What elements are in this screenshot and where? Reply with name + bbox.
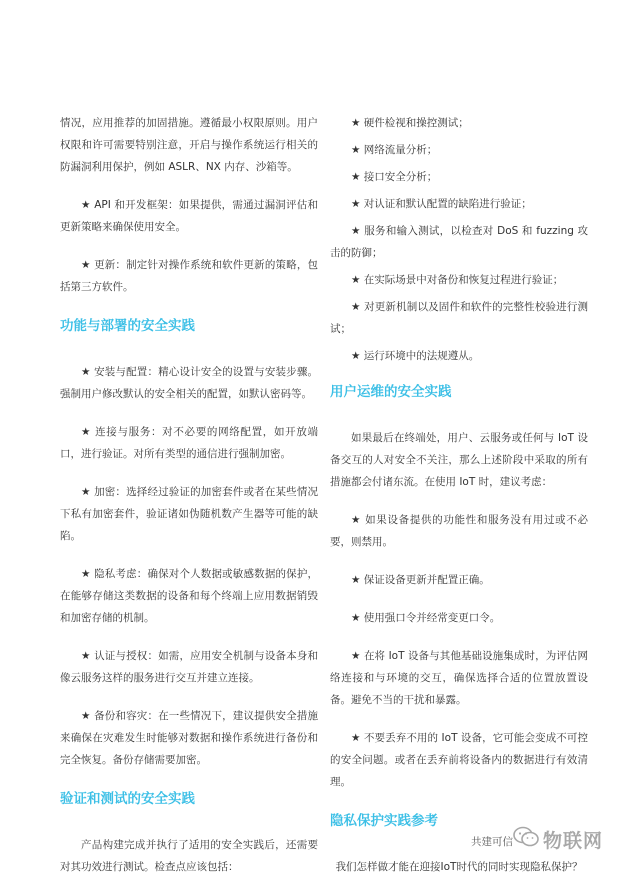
backup-bullet: ★ 备份和容灾：在一些情况下，建议提供安全措施来确保在灾难发生时能够对数据和操作系统进行备份和完全恢复。备份存储需要加密。 [60, 710, 318, 766]
check-item: ★ 接口安全分析； [351, 171, 438, 183]
left-column [60, 112, 318, 894]
intro-paragraph: 情况，应用推荐的加固措施。遵循最小权限原则。用户权限和许可需要特别注意，开启与操作系统运行相关的防漏洞利用保护，例如 ASLR、NX 内存、沙箱等。 [60, 117, 318, 173]
check-item: ★ 在实际场景中对备份和恢复过程进行验证； [351, 274, 564, 286]
user-ops-intro-paragraph: 如果最后在终端处，用户、云服务或任何与 IoT 设备交互的人对安全不关注，那么上述阶段中采取的所有措施都会付诸东流。在使用 IoT 时，建议考虑： [330, 432, 588, 488]
check-item: ★ 网络流量分析； [351, 144, 438, 156]
update-bullet: ★ 更新：制定针对操作系统和软件更新的策略，包括第三方软件。 [60, 259, 318, 293]
privacy-question: 我们怎样做才能在迎接IoT时代的同时实现隐私保护？ [335, 861, 583, 873]
privacy-bullet: ★ 隐私考虑：确保对个人数据或敏感数据的保护，在能够存储这类数据的设备和每个终端上应用数据销毁和加密存储的机制。 [60, 568, 318, 624]
right-column [330, 112, 588, 894]
user-ops-bullet: ★ 不要丢弃不用的 IoT 设备，它可能会变成不可控的安全问题。或者在丢弃前将设备内的数据进行有效清理。 [330, 732, 588, 788]
check-item: ★ 对认证和默认配置的缺陷进行验证； [351, 198, 532, 210]
check-item: ★ 运行环境中的法规遵从。 [351, 350, 480, 362]
section-heading-user-ops: 用户运维的安全实践 [330, 384, 452, 400]
footer-text: 共建可信 [471, 836, 513, 848]
section-heading-function-deploy: 功能与部署的安全实践 [60, 318, 195, 334]
section-heading-verify-test: 验证和测试的安全实践 [60, 791, 195, 807]
user-ops-bullet: ★ 在将 IoT 设备与其他基础设施集成时，为评估网络连接和与环境的交互，确保选择合适的位置放置设备。避免不当的干扰和暴露。 [330, 650, 588, 706]
wechat-icon [513, 826, 539, 852]
encryption-bullet: ★ 加密：选择经过验证的加密套件或者在某些情况下私有加密套件，验证诸如伪随机数产生器等可能的缺陷。 [60, 486, 318, 542]
user-ops-bullet: ★ 使用强口令并经常变更口令。 [351, 612, 501, 624]
check-item: ★ 对更新机制以及固件和软件的完整性校验进行测试； [330, 301, 588, 335]
watermark-text: 物联网 [543, 829, 604, 852]
connect-service-bullet: ★ 连接与服务：对不必要的网络配置，如开放端口，进行验证。对所有类型的通信进行强制加密。 [60, 426, 318, 460]
check-item: ★ 服务和输入测试，以检查对 DoS 和 fuzzing 攻击的防御； [330, 225, 588, 259]
section-heading-privacy: 隐私保护实践参考 [330, 813, 438, 829]
api-bullet: ★ API 和开发框架：如果提供，需通过漏洞评估和更新策略来确保使用安全。 [60, 199, 318, 233]
check-item: ★ 硬件检视和操控测试； [351, 117, 469, 129]
verify-intro-paragraph: 产品构建完成并执行了适用的安全实践后，还需要对其功效进行测试。检查点应该包括： [60, 839, 318, 873]
install-config-bullet: ★ 安装与配置：精心设计安全的设置与安装步骤。强制用户修改默认的安全相关的配置，如默认密码等。 [60, 366, 318, 400]
watermark [513, 824, 603, 854]
user-ops-bullet: ★ 保证设备更新并配置正确。 [351, 574, 490, 586]
auth-bullet: ★ 认证与授权：如需，应用安全机制与设备本身和像云服务这样的服务进行交互并建立连接。 [60, 650, 318, 684]
user-ops-bullet: ★ 如果设备提供的功能性和服务没有用过或不必要，则禁用。 [330, 514, 588, 548]
